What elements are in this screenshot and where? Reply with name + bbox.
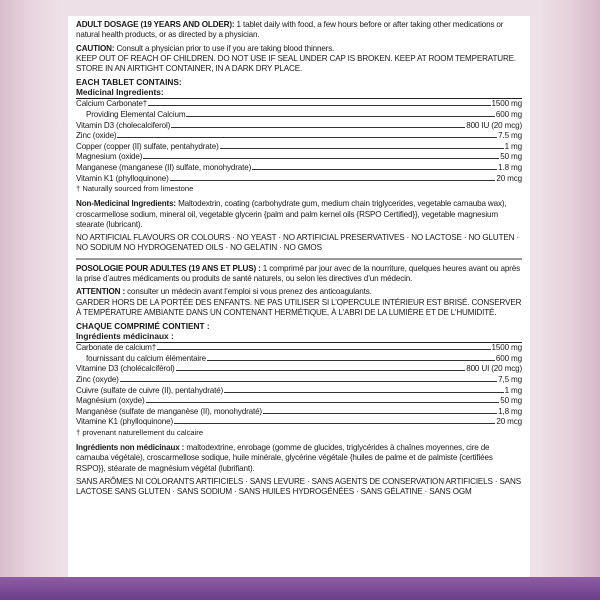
english-section: [76, 20, 522, 254]
ingredient-amount: 1500 mg: [491, 343, 522, 353]
free-from-list: NO ARTIFICIAL FLAVOURS OR COLOURS · NO YEAST · NO ARTIFICIAL PRESERVATIVES · NO LACTOSE · NO GLUTEN · NO SODIUM NO HYDROGENATED OILS · NO GELATIN · NO GMOS: [76, 233, 519, 253]
ingredient-name: Vitamine K1 (phylloquinone): [76, 417, 174, 427]
dosage-text: 1 tablet daily with food, a few hours before or after taking other medications or natural health products, or as directed by a physician.: [76, 20, 504, 40]
leader-line: [120, 381, 497, 382]
caution-text: Consult a physician prior to use if you are taking blood thinners.: [114, 43, 335, 53]
non-medicinal-paragraph: [76, 199, 522, 230]
en-ingredient-row: [76, 163, 522, 174]
en-ingredient-row: [76, 121, 522, 132]
purple-bottom-band: [0, 577, 600, 600]
leader-line: [224, 392, 503, 393]
ingredient-amount: 20 mcg: [496, 417, 522, 427]
french-section: [76, 264, 522, 498]
non-medicinal-label: Non-Medicinal Ingredients:: [76, 199, 176, 209]
leader-line: [176, 370, 466, 371]
non-medicinal-paragraph-fr: [76, 443, 522, 474]
medicinal-ingredients-heading: Medicinal Ingredients:: [76, 87, 164, 98]
ingredient-amount: 20 mcg: [496, 173, 522, 183]
medicinal-ingredients-heading-fr: Ingrédients médicinaux :: [76, 331, 174, 342]
ingredient-footnote-fr: † provenant naturellement du calcaire: [76, 427, 204, 437]
leader-line: [174, 423, 495, 424]
caution-label: CAUTION:: [76, 43, 115, 53]
ingredient-amount: 50 mg: [500, 396, 522, 406]
ingredient-name: Vitamin D3 (cholecalciferol): [76, 120, 171, 130]
fr-ingredient-row: [76, 417, 522, 428]
dosage-paragraph-fr: [76, 264, 522, 285]
non-medicinal-text: Maltodextrin, coating (carbohydrate gum, medium chain triglycerides, vegetable carnauba wax), croscarmellose sodium, mineral oil, vegetable glycerin {palm and palm kernel oils {RSPO Certified}}, vegetable magnesium stearate (lubricant).: [76, 199, 507, 229]
fr-ingredient-row: [76, 375, 522, 386]
fr-ingredient-row: [76, 364, 522, 375]
caution-paragraph: [76, 44, 522, 54]
leader-line: [117, 137, 497, 138]
ingredient-name: Zinc (oxyde): [76, 374, 119, 384]
ingredient-list-fr: [76, 343, 522, 428]
ingredient-name: Copper (copper (II) sulfate, pentahydrate): [76, 141, 219, 151]
dosage-paragraph: [76, 20, 522, 41]
caution-paragraph-fr: [76, 287, 522, 297]
non-medicinal-text-fr: maltodextrine, enrobage (gomme de glucides, triglycérides à chaînes moyennes, cire de carnauba végétale), croscarmellose sodique, huile minérale, glycérine végétale {huiles de palme et de palmiste {certifiées RSPO}}, stéarate de magnésium végétal (lubrifiant).: [76, 442, 493, 473]
ingredient-amount: 7.5 mg: [498, 131, 522, 141]
leader-line: [157, 349, 490, 350]
fr-ingredient-row: [76, 396, 522, 407]
free-from-list-fr: SANS ARÔMES NI COLORANTS ARTIFICIELS · SANS LEVURE · SANS AGENTS DE CONSERVATION ARTIFICIELS · SANS LACTOSE SANS GLUTEN · SANS SODIUM · SANS HUILES HYDROGÉNÉES · SANS GÉLATINE · SANS OGM: [76, 476, 521, 497]
leader-line: [170, 180, 496, 181]
ingredient-amount: 50 mg: [500, 152, 522, 162]
en-ingredient-row: [76, 152, 522, 163]
fr-ingredient-row: [76, 354, 522, 365]
ingredient-amount: 1 mg: [504, 385, 522, 395]
non-medicinal-label-fr: Ingrédients non médicinaux :: [76, 442, 185, 452]
ingredient-name: Cuivre (sulfate de cuivre (II), pentahydraté): [76, 385, 224, 395]
ingredient-name: Calcium Carbonate†: [76, 99, 148, 109]
ingredient-amount: 1500 mg: [491, 99, 522, 109]
ingredient-name: Manganèse (sulfate de manganèse (II), monohydraté): [76, 406, 262, 416]
leader-line: [220, 148, 504, 149]
caution-text-fr: consulter un médecin avant l’emploi si vous prenez des anticoagulants.: [125, 287, 372, 297]
en-ingredient-row: [76, 99, 522, 110]
ingredient-amount: 1.8 mg: [498, 163, 522, 173]
leader-line: [186, 116, 494, 117]
dosage-text-fr: 1 comprimé par jour avec de la nourriture, quelques heures avant ou après la prise d’autres médicaments ou produits de santé naturels, ou selon les directives d’un médecin.: [76, 263, 520, 284]
fr-ingredient-row: [76, 386, 522, 397]
leader-line: [252, 169, 497, 170]
dosage-label-fr: POSOLOGIE POUR ADULTES (19 ANS ET PLUS) :: [76, 263, 261, 273]
ingredient-amount: 600 mg: [495, 110, 522, 120]
ingredient-list: [76, 99, 522, 184]
leader-line: [207, 360, 495, 361]
ingredient-name: Vitamin K1 (phylloquinone): [76, 173, 169, 183]
ingredient-name: Manganese (manganese (II) sulfate, monohydrate): [76, 163, 252, 173]
leader-line: [171, 127, 465, 128]
each-tablet-heading-fr: CHAQUE COMPRIMÉ CONTIENT :: [76, 321, 210, 332]
en-ingredient-row: [76, 174, 522, 185]
supplement-label-panel: [68, 16, 530, 577]
ingredient-name: Providing Elemental Calcium: [86, 110, 186, 120]
en-ingredient-row: [76, 110, 522, 121]
ingredient-name: Carbonate de calcium†: [76, 343, 157, 353]
leader-line: [148, 105, 490, 106]
leader-line: [263, 413, 497, 414]
ingredient-name: Magnesium (oxide): [76, 152, 143, 162]
ingredient-name: Vitamine D3 (cholécalciférol): [76, 364, 175, 374]
fr-ingredient-row: [76, 343, 522, 354]
ingredient-amount: 800 UI (20 mcg): [466, 364, 522, 374]
ingredient-name: fournissant du calcium élémentaire: [86, 353, 206, 363]
en-ingredient-row: [76, 131, 522, 142]
ingredient-amount: 600 mg: [495, 353, 522, 363]
ingredient-amount: 1,8 mg: [498, 406, 522, 416]
ingredient-name: Magnésium (oxyde): [76, 396, 145, 406]
storage-warning-fr: GARDER HORS DE LA PORTÉE DES ENFANTS. NE PAS UTILISER SI L’OPERCULE INTÉRIEUR EST BRISÉ. CONSERVER À TEMPÉRATURE AMBIANTE DANS UN CONTENANT HERMÉTIQUE, À L’ABRI DE LA LUMIÈRE ET DE L’HUMIDITÉ.: [76, 297, 522, 317]
ingredient-amount: 800 IU (20 mcg): [466, 120, 522, 130]
en-ingredient-row: [76, 142, 522, 153]
ingredient-name: Zinc (oxide): [76, 131, 117, 141]
leader-line: [146, 402, 500, 403]
section-separator: [76, 258, 522, 260]
storage-warning: KEEP OUT OF REACH OF CHILDREN. DO NOT USE IF SEAL UNDER CAP IS BROKEN. KEEP AT ROOM TEMPERATURE. STORE IN AN AIRTIGHT CONTAINER, IN A DARK DRY PLACE.: [76, 53, 516, 74]
ingredient-amount: 7,5 mg: [498, 374, 522, 384]
fr-ingredient-row: [76, 407, 522, 418]
ingredient-footnote: † Naturally sourced from limestone: [76, 184, 194, 194]
caution-label-fr: ATTENTION :: [76, 287, 126, 297]
each-tablet-heading: EACH TABLET CONTAINS:: [76, 77, 182, 88]
ingredient-amount: 1 mg: [504, 141, 522, 151]
dosage-label: ADULT DOSAGE (19 YEARS AND OLDER):: [76, 20, 235, 29]
leader-line: [143, 158, 499, 159]
